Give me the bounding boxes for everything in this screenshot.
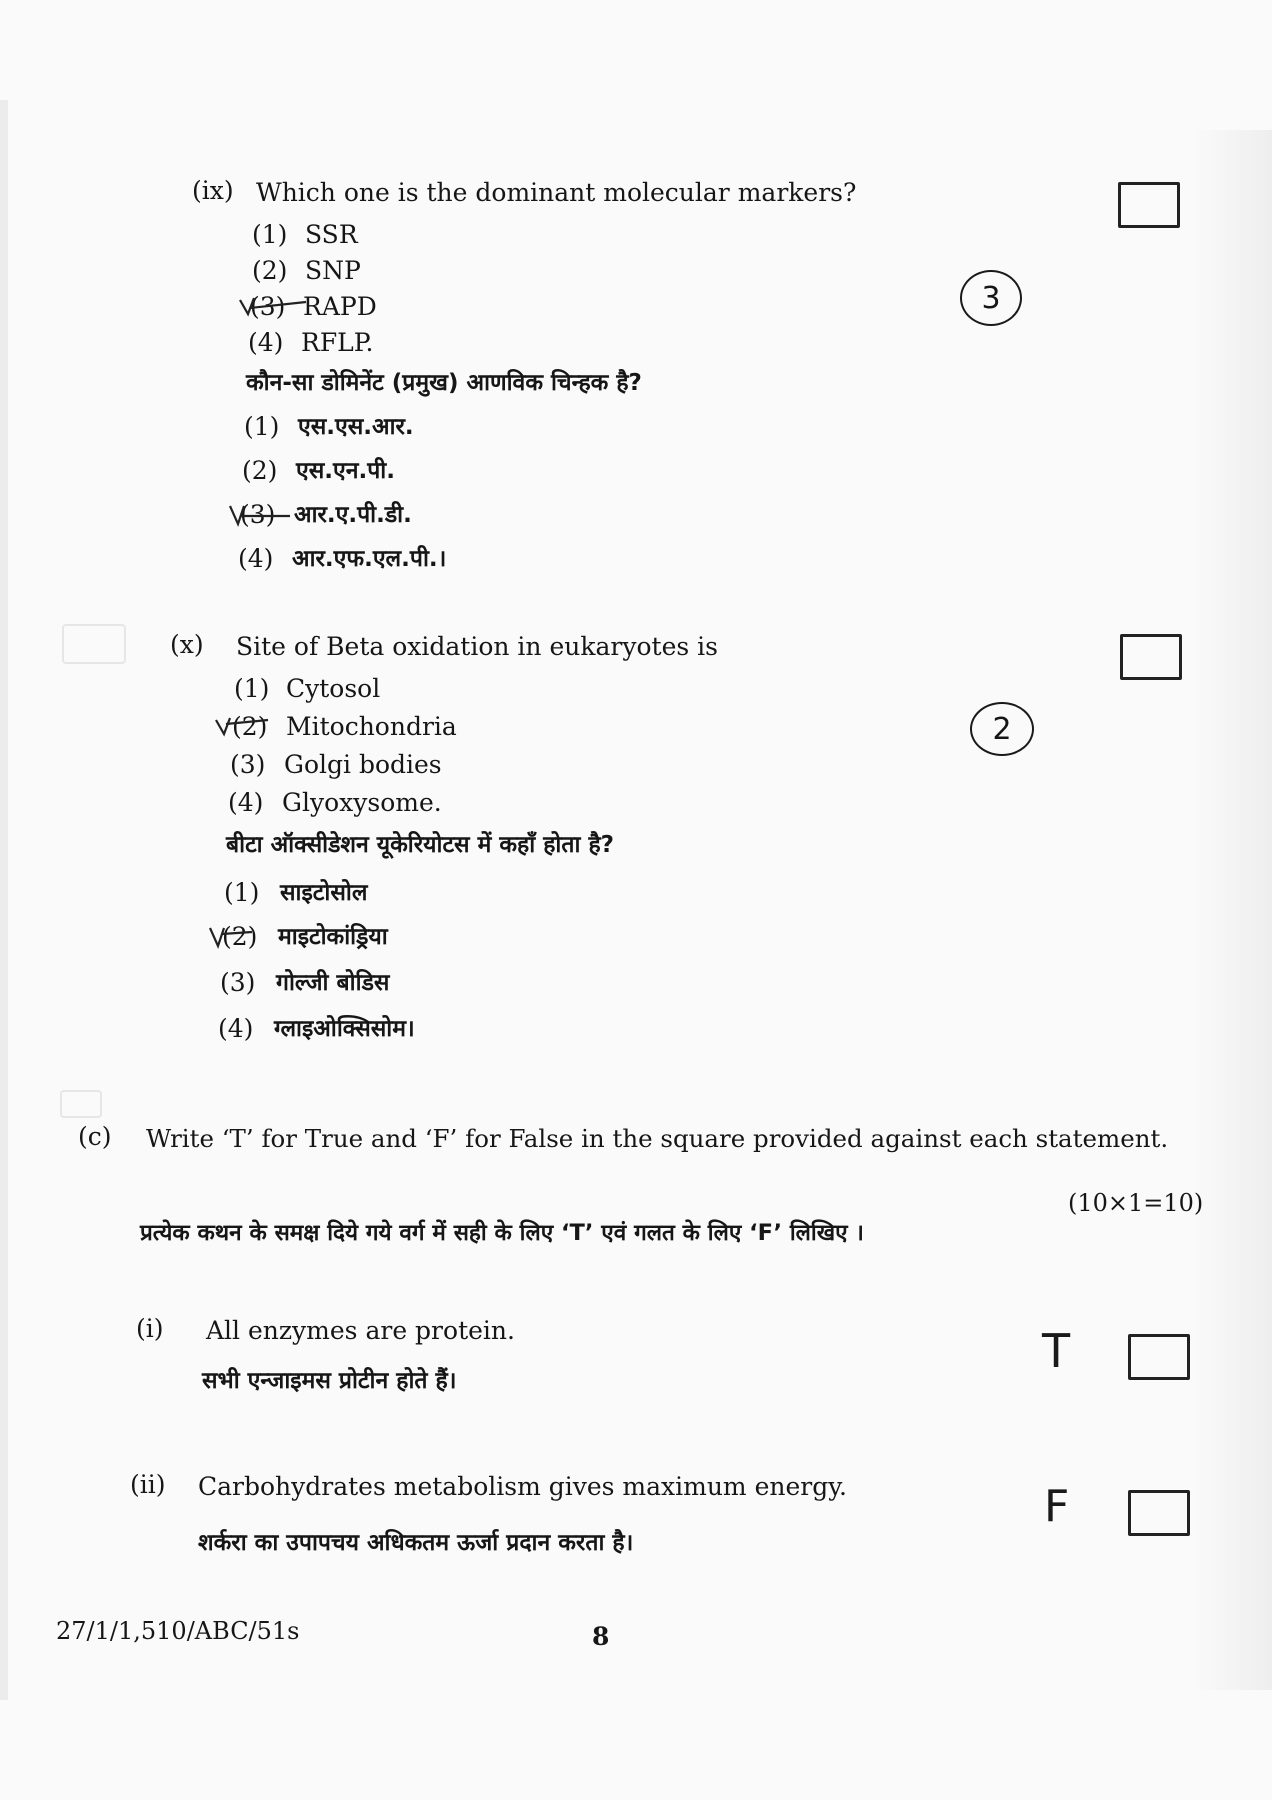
option-ix-3-text: RAPD: [303, 292, 377, 321]
footer-paper-code: 27/1/1,510/ABC/51s: [56, 1617, 300, 1645]
option-x-hi-4-text: ग्लाइओक्सिसोम।: [274, 1016, 415, 1042]
checkmark-icon: [226, 500, 296, 530]
option-ix-4-num: (4): [248, 328, 284, 357]
question-x-text-en: Site of Beta oxidation in eukaryotes is: [236, 632, 718, 661]
statement-ii-text-en: Carbohydrates metabolism gives maximum energy.: [198, 1472, 847, 1501]
answer-box-ix[interactable]: [1118, 182, 1180, 228]
checkmark-icon: [206, 922, 256, 952]
question-ix-text-en: Which one is the dominant molecular markers?: [256, 178, 857, 207]
option-ix-hi-1-text: एस.एस.आर.: [298, 414, 414, 440]
answer-box-i[interactable]: [1128, 1334, 1190, 1380]
option-x-1-num: (1): [234, 674, 270, 703]
option-ix-hi-4-text: आर.एफ.एल.पी.।: [292, 546, 447, 572]
statement-i-number: (i): [136, 1314, 164, 1343]
checkmark-icon: [236, 292, 308, 322]
statement-ii-number: (ii): [130, 1470, 166, 1499]
option-x-hi-2-num: (2): [222, 922, 258, 951]
answer-box-ii[interactable]: [1128, 1490, 1190, 1536]
handwritten-answer-i: T: [1042, 1324, 1071, 1378]
option-x-hi-1-num: (1): [224, 878, 260, 907]
option-x-hi-3-text: गोल्जी बोडिस: [276, 970, 390, 996]
answer-box-x[interactable]: [1120, 634, 1182, 680]
option-x-1-text: Cytosol: [286, 674, 381, 703]
question-ix-number: (ix): [192, 176, 234, 205]
option-x-4-text: Glyoxysome.: [282, 788, 442, 817]
option-ix-hi-2-num: (2): [242, 456, 278, 485]
handwritten-answer-x: 2: [970, 702, 1034, 756]
page-number: 8: [592, 1622, 610, 1651]
section-c-instruction-en: Write ‘T’ for True and ‘F’ for False in the square provided against each statement.: [146, 1124, 1169, 1153]
question-x-text-hi: बीटा ऑक्सीडेशन यूकेरियोटस में कहाँ होता है?: [226, 832, 615, 858]
section-c-number: (c): [78, 1122, 112, 1151]
option-ix-1-text: SSR: [305, 220, 358, 249]
option-x-hi-4-num: (4): [218, 1014, 254, 1043]
handwritten-answer-ii: F: [1044, 1481, 1070, 1532]
section-c-marks: (10×1=10): [1068, 1189, 1204, 1217]
statement-ii-text-hi: शर्करा का उपापचय अधिकतम ऊर्जा प्रदान करता है।: [198, 1530, 634, 1556]
option-x-hi-3-num: (3): [220, 968, 256, 997]
option-ix-2-text: SNP: [305, 256, 361, 285]
option-x-4-num: (4): [228, 788, 264, 817]
option-ix-hi-3-text: आर.ए.पी.डी.: [294, 502, 412, 528]
option-ix-2-num: (2): [252, 256, 288, 285]
faint-margin-box: [62, 624, 126, 664]
option-x-2-num: (2): [232, 712, 268, 741]
option-x-hi-2-text: माइटोकांड्रिया: [278, 924, 388, 950]
option-ix-1-num: (1): [252, 220, 288, 249]
option-ix-4-text: RFLP.: [301, 328, 374, 357]
option-x-3-num: (3): [230, 750, 266, 779]
statement-i-text-hi: सभी एन्जाइमस प्रोटीन होते हैं।: [202, 1368, 457, 1394]
question-x-number: (x): [170, 630, 204, 659]
section-c-instruction-hi: प्रत्येक कथन के समक्ष दिये गये वर्ग में सही के लिए ‘T’ एवं गलत के लिए ‘F’ लिखिए ।: [140, 1220, 864, 1246]
statement-i-text-en: All enzymes are protein.: [206, 1316, 515, 1345]
scan-left-edge: [0, 100, 8, 1700]
option-x-hi-1-text: साइटोसोल: [280, 880, 368, 906]
option-ix-3-num: (3): [250, 292, 286, 321]
faint-margin-box: [60, 1090, 102, 1118]
option-ix-hi-2-text: एस.एन.पी.: [296, 458, 395, 484]
option-ix-hi-3-num: (3): [240, 500, 276, 529]
option-ix-hi-4-num: (4): [238, 544, 274, 573]
option-ix-hi-1-num: (1): [244, 412, 280, 441]
handwritten-answer-ix: 3: [960, 270, 1022, 326]
option-x-2-text: Mitochondria: [286, 712, 457, 741]
question-ix-text-hi: कौन-सा डोमिनेंट (प्रमुख) आणविक चिन्हक है?: [246, 370, 642, 396]
option-x-3-text: Golgi bodies: [284, 750, 442, 779]
scan-right-edge: [1192, 130, 1272, 1690]
checkmark-icon: [212, 712, 272, 742]
